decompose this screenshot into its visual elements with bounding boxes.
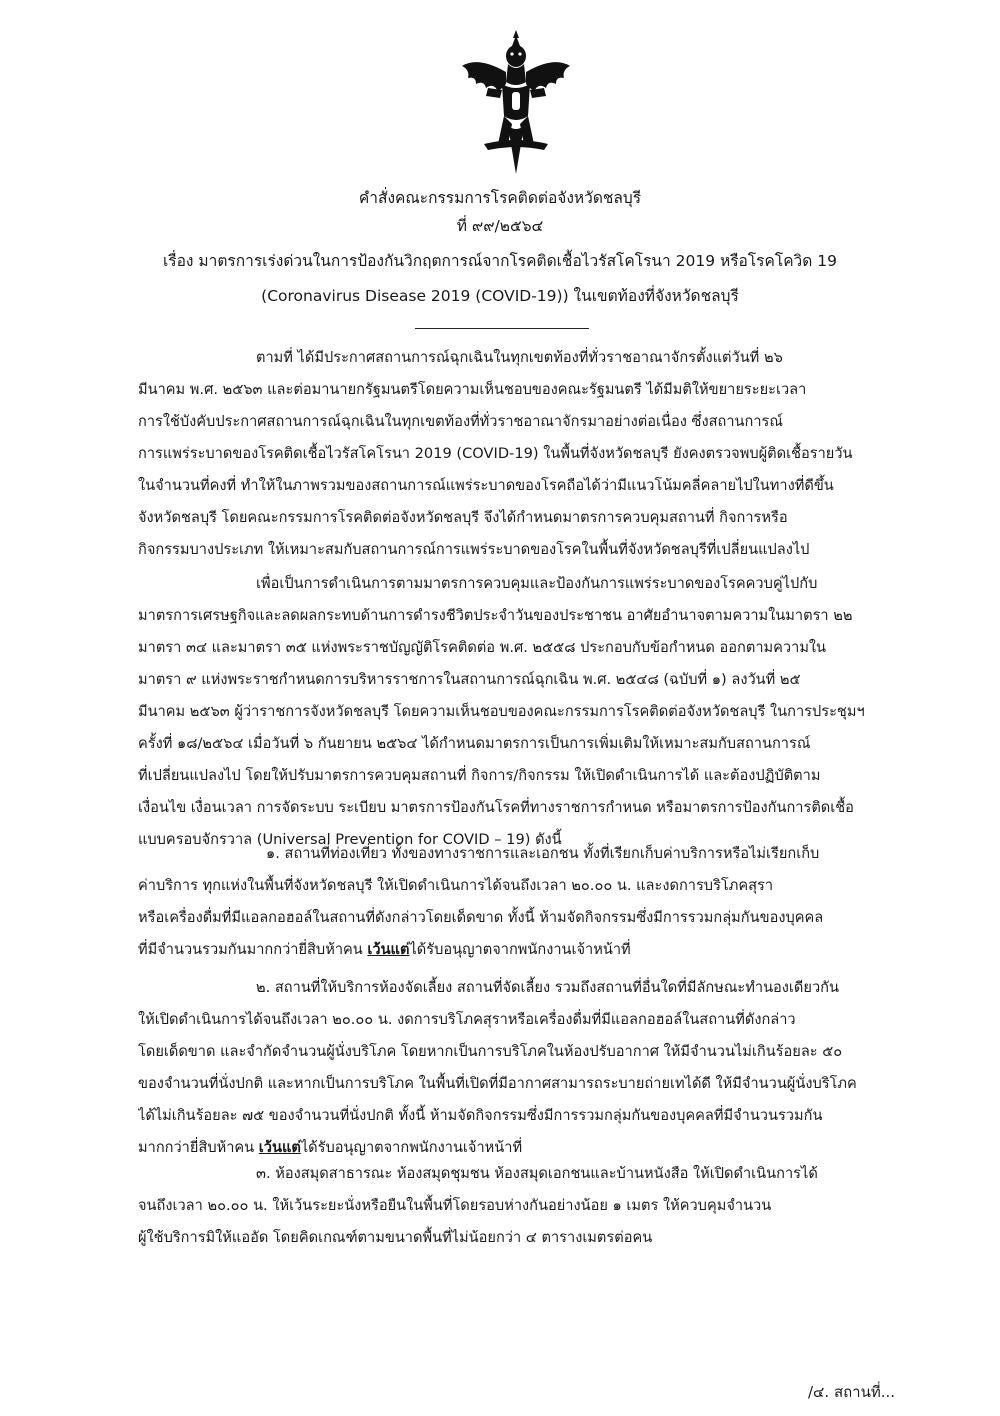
continuation-marker: /๔. สถานที่... bbox=[808, 1383, 896, 1401]
text-line: ตามที่ ได้มีประกาศสถานการณ์ฉุกเฉินในทุกเขตท้องที่ทั่วราชอาณาจักรตั้งแต่วันที่ ๒๖ bbox=[256, 349, 783, 366]
text-line: มีนาคม ๒๕๖๓ ผู้ว่าราชการจังหวัดชลบุรี โดยความเห็นชอบของคณะกรรมการโรคติดต่อจังหวัดชลบุรี ในการประชุมฯ bbox=[138, 703, 865, 720]
text-line: การแพร่ระบาดของโรคติดเชื้อไวรัสโคโรนา 2019 (COVID-19) ในพื้นที่จังหวัดชลบุรี ยังคงตรวจพบผู้ติดเชื้อรายวัน bbox=[138, 445, 853, 462]
text-line: มีนาคม พ.ศ. ๒๕๖๓ และต่อมานายกรัฐมนตรีโดยความเห็นชอบของคณะรัฐมนตรี ได้มีมติให้ขยายระยะเวลา bbox=[138, 381, 807, 398]
text-line-part: ที่มีจำนวนรวมกันมากกว่ายี่สิบห้าคน bbox=[138, 941, 368, 958]
text-line: ของจำนวนที่นั่งปกติ และหากเป็นการบริโภค ในพื้นที่เปิดที่มีอากาศสามารถระบายถ่ายเทได้ดี ให้มีจำนวนผู้นั่งบริโภค bbox=[138, 1075, 857, 1092]
text-line: ๒. สถานที่ให้บริการห้องจัดเลี้ยง สถานที่จัดเลี้ยง รวมถึงสถานที่อื่นใดที่มีลักษณะทำนองเดียวกัน bbox=[256, 979, 839, 996]
title-divider bbox=[415, 328, 589, 329]
subject-line-2: (Coronavirus Disease 2019 (COVID-19)) ในเขตท้องที่จังหวัดชลบุรี bbox=[261, 287, 739, 305]
exception-emphasis: เว้นแต่ bbox=[367, 941, 410, 958]
text-line: หรือเครื่องดื่มที่มีแอลกอฮอล์ในสถานที่ดังกล่าวโดยเด็ดขาด ทั้งนี้ ห้ามจัดกิจกรรมซึ่งมีการรวมกลุ่มกันของบุคคล bbox=[138, 909, 824, 926]
text-line: มาตรา ๓๔ และมาตรา ๓๕ แห่งพระราชบัญญัติโรคติดต่อ พ.ศ. ๒๕๕๘ ประกอบกับข้อกำหนด ออกตามความใน bbox=[138, 639, 827, 656]
text-line: จนถึงเวลา ๒๐.๐๐ น. ให้เว้นระยะนั่งหรือยืนในพื้นที่โดยรอบห่างกันอย่างน้อย ๑ เมตร ให้ควบคุมจำนวน bbox=[138, 1197, 772, 1214]
text-line: ในจำนวนที่คงที่ ทำให้ในภาพรวมของสถานการณ์แพร่ระบาดของโรคถือได้ว่ามีแนวโน้มคลี่คลายไปในทางที่ดีขึ้น bbox=[138, 477, 834, 494]
item-1-tourist-sites bbox=[138, 838, 908, 966]
paragraph-preamble bbox=[138, 342, 908, 566]
item-2-banquet-venues bbox=[138, 972, 908, 1164]
text-line: แบบครอบจักรวาล (Universal Prevention for COVID – 19) ดังนี้ bbox=[138, 831, 562, 848]
text-line: เงื่อนไข เงื่อนเวลา การจัดระบบ ระเบียบ มาตรการป้องกันโรคที่ทางราชการกำหนด หรือมาตรการป้องกันการติดเชื้อ bbox=[138, 799, 854, 816]
text-line: เพื่อเป็นการดำเนินการตามมาตรการควบคุมและป้องกันการแพร่ระบาดของโรคควบคู่ไปกับ bbox=[256, 575, 818, 592]
text-line: โดยเด็ดขาด และจำกัดจำนวนผู้นั่งบริโภค โดยหากเป็นการบริโภคในห้องปรับอากาศ ให้มีจำนวนไม่เกินร้อยละ ๕๐ bbox=[138, 1043, 843, 1060]
text-line: ๓. ห้องสมุดสาธารณะ ห้องสมุดชุมชน ห้องสมุดเอกชนและบ้านหนังสือ ให้เปิดดำเนินการได้ bbox=[256, 1165, 818, 1182]
text-line: ให้เปิดดำเนินการได้จนถึงเวลา ๒๐.๐๐ น. งดการบริโภคสุราหรือเครื่องดื่มที่มีแอลกอฮอล์ในสถานที่ดังกล่าว bbox=[138, 1011, 796, 1028]
text-line-part: ได้รับอนุญาตจากพนักงานเจ้าหน้าที่ bbox=[409, 941, 631, 958]
subject-line-1: เรื่อง มาตรการเร่งด่วนในการป้องกันวิกฤตการณ์จากโรคติดเชื้อไวรัสโคโรนา 2019 หรือโรคโควิด 19 bbox=[163, 252, 837, 270]
text-line: มาตรา ๙ แห่งพระราชกำหนดการบริหารราชการในสถานการณ์ฉุกเฉิน พ.ศ. ๒๕๔๘ (ฉบับที่ ๑) ลงวันที่ ๒๕ bbox=[138, 671, 801, 688]
text-line: ที่เปลี่ยนแปลงไป โดยให้ปรับมาตรการควบคุมสถานที่ กิจการ/กิจกรรม ให้เปิดดำเนินการได้ และต้องปฏิบัติตาม bbox=[138, 767, 821, 784]
text-line: ๑. สถานที่ท่องเที่ยว ทั้งของทางราชการและเอกชน ทั้งที่เรียกเก็บค่าบริการหรือไม่เรียกเก็บ bbox=[266, 845, 820, 862]
text-line: การใช้บังคับประกาศสถานการณ์ฉุกเฉินในทุกเขตท้องที่ทั่วราชอาณาจักรมาอย่างต่อเนื่อง ซึ่งสถานการณ์ bbox=[138, 413, 783, 430]
garuda-emblem-icon bbox=[458, 26, 574, 176]
order-number: ที่ ๙๙/๒๕๖๔ bbox=[456, 217, 544, 235]
item-3-libraries bbox=[138, 1158, 908, 1254]
text-line: จังหวัดชลบุรี โดยคณะกรรมการโรคติดต่อจังหวัดชลบุรี จึงได้กำหนดมาตรการควบคุมสถานที่ กิจการหรือ bbox=[138, 509, 788, 526]
text-line: ผู้ใช้บริการมิให้แออัด โดยคิดเกณฑ์ตามขนาดพื้นที่ไม่น้อยกว่า ๔ ตารางเมตรต่อคน bbox=[138, 1229, 653, 1246]
text-line: มาตรการเศรษฐกิจและลดผลกระทบด้านการดำรงชีวิตประจำวันของประชาชน อาศัยอำนาจตามความในมาตรา ๒๒ bbox=[138, 607, 853, 624]
paragraph-authority bbox=[138, 568, 908, 856]
text-line-part: มากกว่ายี่สิบห้าคน bbox=[138, 1139, 259, 1156]
text-line: กิจกรรมบางประเภท ให้เหมาะสมกับสถานการณ์การแพร่ระบาดของโรคในพื้นที่จังหวัดชลบุรีที่เปลี่ยนแปลงไป bbox=[138, 541, 810, 558]
text-line: ค่าบริการ ทุกแห่งในพื้นที่จังหวัดชลบุรี ให้เปิดดำเนินการได้จนถึงเวลา ๒๐.๐๐ น. และงดการบริโภคสุรา bbox=[138, 877, 774, 894]
text-line-part: ได้รับอนุญาตจากพนักงานเจ้าหน้าที่ bbox=[300, 1139, 523, 1156]
order-title: คำสั่งคณะกรรมการโรคติดต่อจังหวัดชลบุรี bbox=[358, 189, 642, 207]
exception-emphasis: เว้นแต่ bbox=[258, 1139, 301, 1156]
text-line: ได้ไม่เกินร้อยละ ๗๕ ของจำนวนที่นั่งปกติ ทั้งนี้ ห้ามจัดกิจกรรมซึ่งมีการรวมกลุ่มกันของบุคคลที่มีจำนวนรวมกัน bbox=[138, 1107, 823, 1124]
text-line: ครั้งที่ ๑๘/๒๕๖๔ เมื่อวันที่ ๖ กันยายน ๒๕๖๔ ได้กำหนดมาตรการเป็นการเพิ่มเติมให้เหมาะสมกับสถานการณ์ bbox=[138, 735, 811, 752]
text-line bbox=[138, 934, 908, 966]
